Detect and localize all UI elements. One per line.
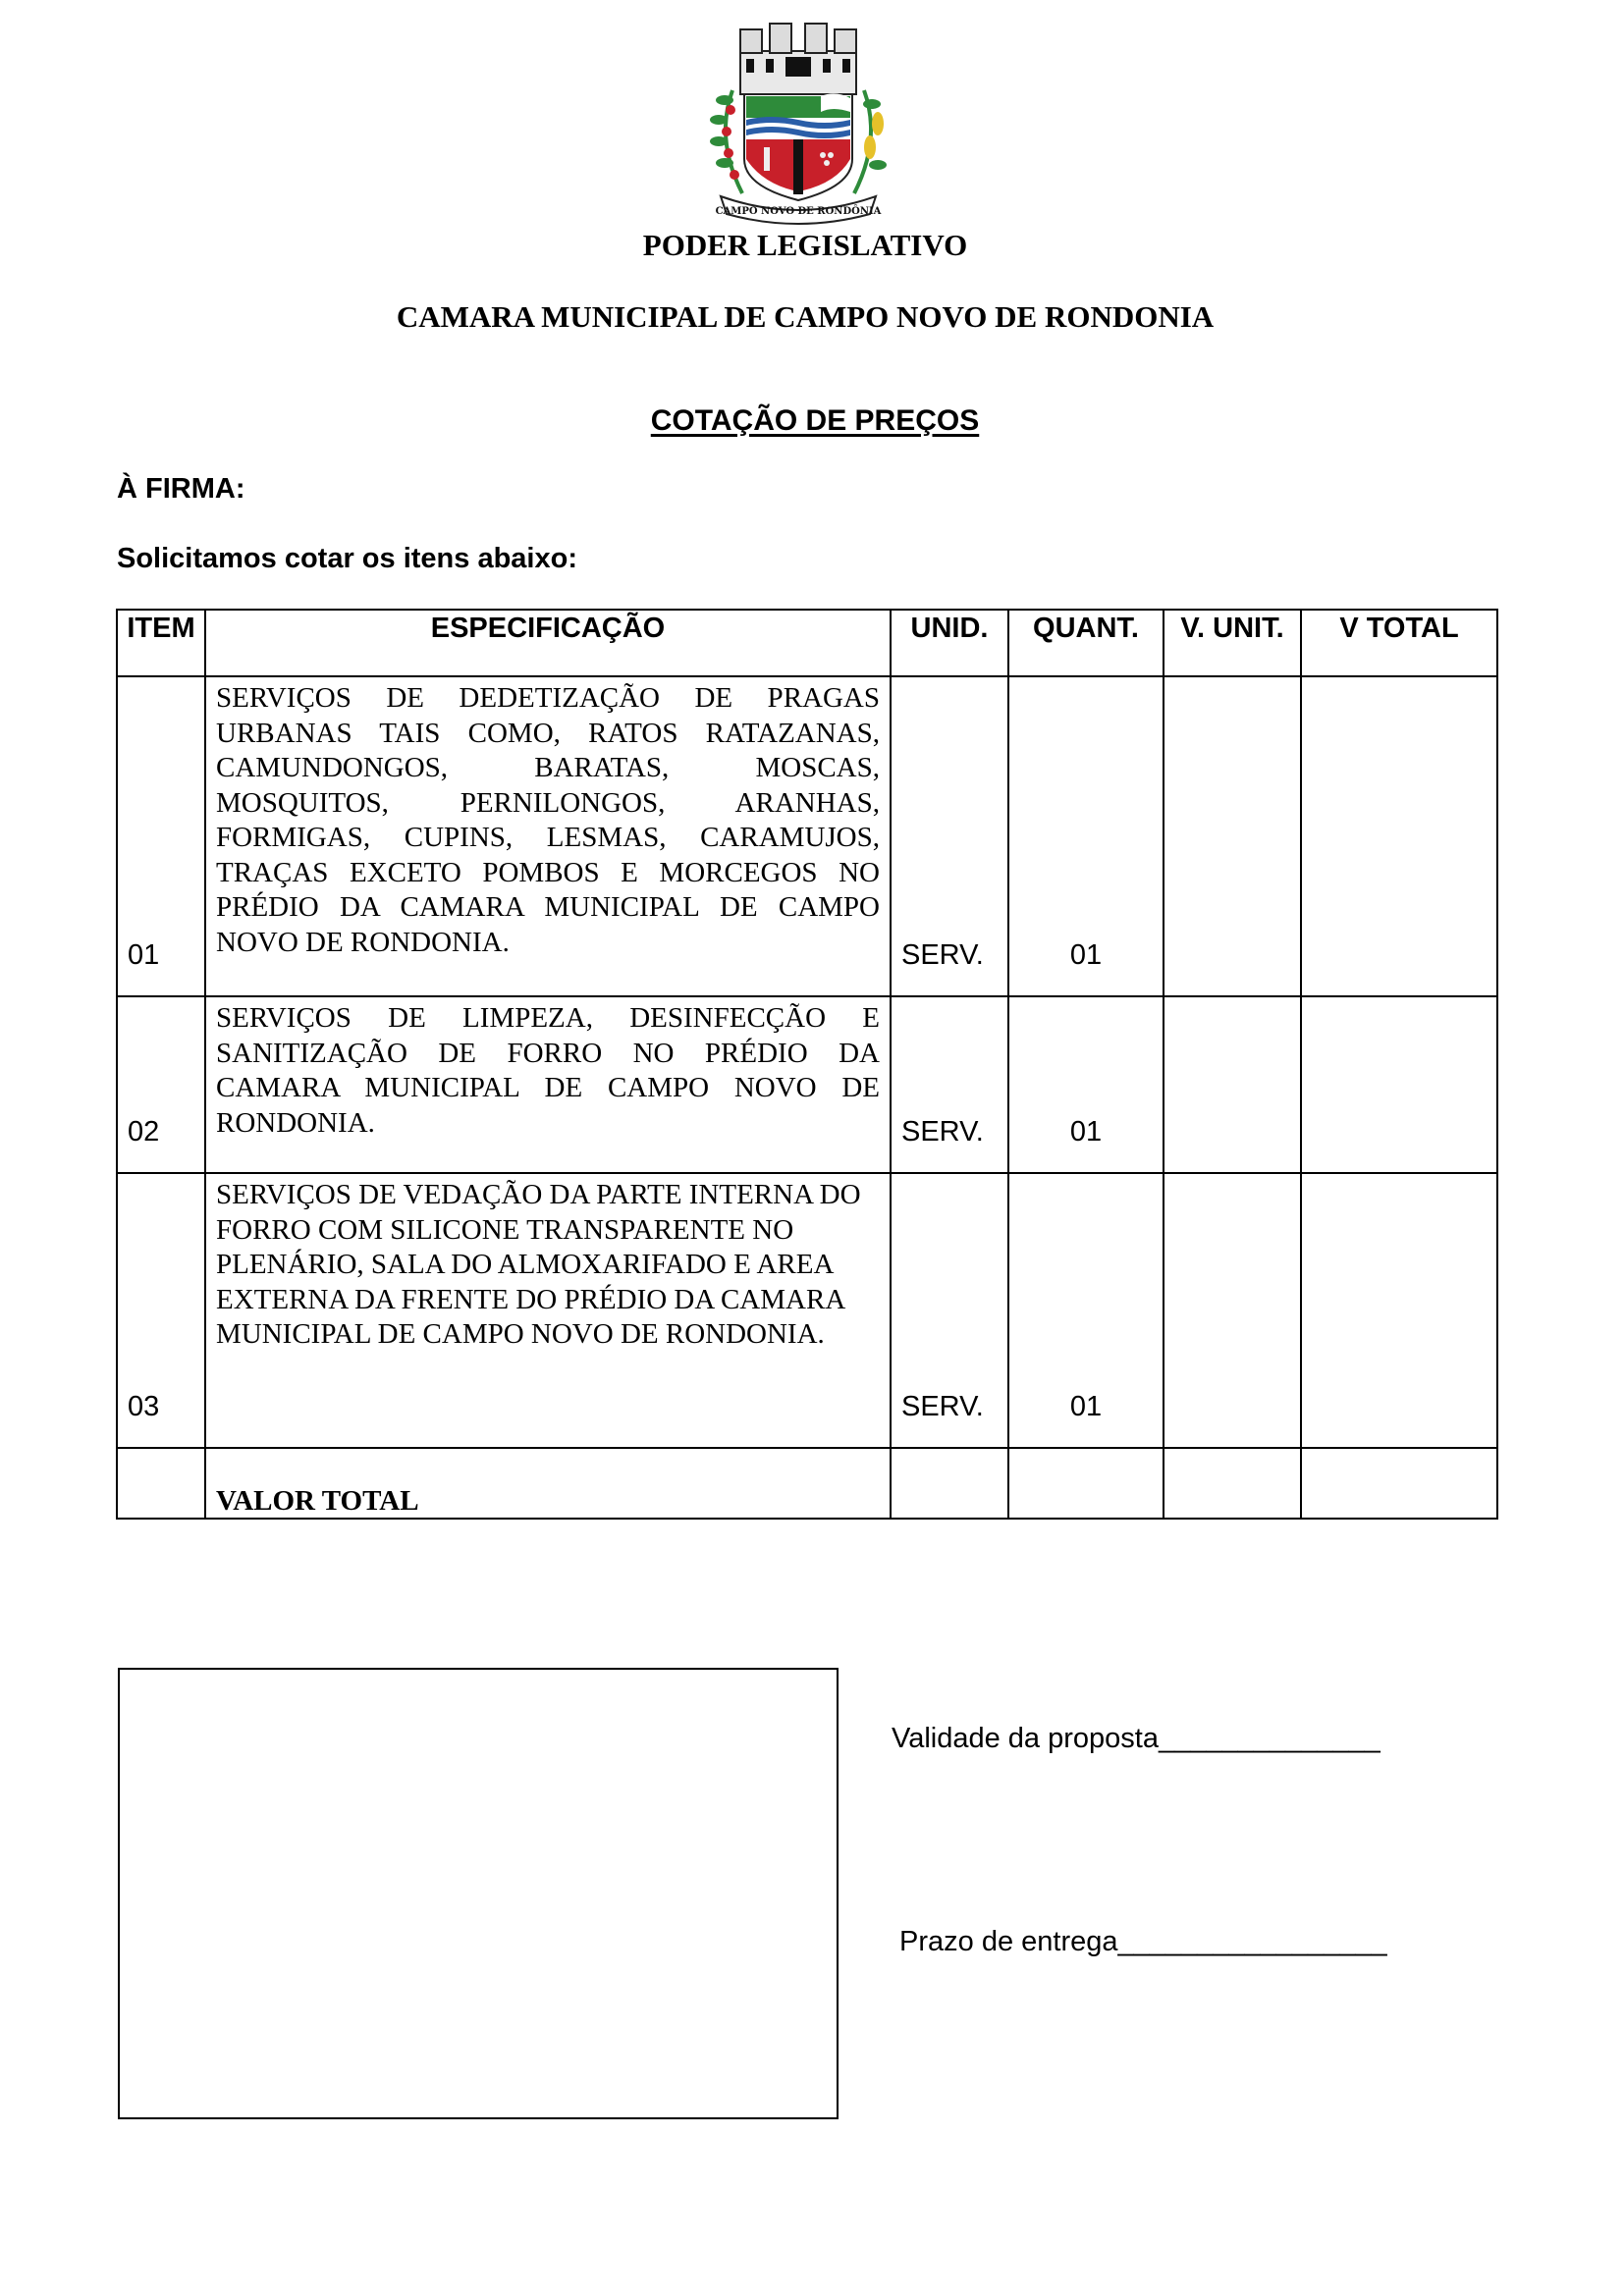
total-value-cell bbox=[1301, 1448, 1497, 1519]
item-specification: SERVIÇOS DE DEDETIZAÇÃO DE PRAGAS URBANAS TAIS COMO, RATOS RATAZANAS, CAMUNDONGOS, BARATAS, MOSCAS, MOSQUITOS, PERNILONGOS, ARANHAS, FORMIGAS, CUPINS, LESMAS, CARAMUJOS, TRAÇAS EXCETO POMBOS E MORCEGOS NO PRÉDIO DA CAMARA MUNICIPAL DE CAMPO NOVO DE RONDONIA. bbox=[205, 676, 891, 996]
quotation-table bbox=[116, 609, 1498, 1520]
item-unit: SERV. bbox=[891, 676, 1008, 996]
proposal-validity-line: Validade da proposta______________ bbox=[892, 1723, 1380, 1754]
item-total-value bbox=[1301, 996, 1497, 1173]
total-item-cell bbox=[117, 1448, 205, 1519]
intro-text: Solicitamos cotar os itens abaixo: bbox=[117, 543, 577, 574]
header-quantity: QUANT. bbox=[1008, 610, 1164, 676]
item-unit: SERV. bbox=[891, 996, 1008, 1173]
item-quantity: 01 bbox=[1008, 676, 1164, 996]
shield bbox=[744, 93, 852, 200]
total-unit-cell bbox=[891, 1448, 1008, 1519]
header-line-2: CAMARA MUNICIPAL DE CAMPO NOVO DE RONDONIA bbox=[396, 299, 1215, 334]
mural-crown bbox=[740, 24, 856, 94]
header-unit: UNID. bbox=[891, 610, 1008, 676]
item-unit-value bbox=[1164, 676, 1301, 996]
document-title: COTAÇÃO DE PREÇOS bbox=[650, 404, 980, 437]
item-specification: SERVIÇOS DE VEDAÇÃO DA PARTE INTERNA DO FORRO COM SILICONE TRANSPARENTE NO PLENÁRIO, SALA DO ALMOXARIFADO E AREA EXTERNA DA FRENTE DO PRÉDIO DA CAMARA MUNICIPAL DE CAMPO NOVO DE RONDONIA. bbox=[205, 1173, 891, 1448]
header-total-value: V TOTAL bbox=[1301, 610, 1497, 676]
item-unit-value bbox=[1164, 1173, 1301, 1448]
table-row bbox=[117, 996, 1497, 1173]
item-quantity: 01 bbox=[1008, 1173, 1164, 1448]
item-unit-value bbox=[1164, 996, 1301, 1173]
table-header-row bbox=[117, 610, 1497, 676]
item-total-value bbox=[1301, 1173, 1497, 1448]
delivery-deadline-line: Prazo de entrega_________________ bbox=[899, 1926, 1387, 1957]
total-quantity-cell bbox=[1008, 1448, 1164, 1519]
item-unit: SERV. bbox=[891, 1173, 1008, 1448]
item-number: 03 bbox=[117, 1173, 205, 1448]
header-specification: ESPECIFICAÇÃO bbox=[205, 610, 891, 676]
header-line-1: PODER LEGISLATIVO bbox=[642, 228, 968, 262]
firma-label: À FIRMA: bbox=[117, 473, 245, 505]
right-branch bbox=[854, 90, 887, 193]
item-quantity: 01 bbox=[1008, 996, 1164, 1173]
left-branch bbox=[710, 90, 742, 193]
header-unit-value: V. UNIT. bbox=[1164, 610, 1301, 676]
header-item: ITEM bbox=[117, 610, 205, 676]
svg-text:CAMPO NOVO DE RONDÔNIA: CAMPO NOVO DE RONDÔNIA bbox=[715, 206, 882, 217]
total-label: VALOR TOTAL bbox=[205, 1448, 891, 1519]
item-total-value bbox=[1301, 676, 1497, 996]
municipal-coat-of-arms-icon bbox=[703, 22, 893, 230]
item-number: 02 bbox=[117, 996, 205, 1173]
table-row bbox=[117, 1173, 1497, 1448]
table-row bbox=[117, 676, 1497, 996]
total-unit-value-cell bbox=[1164, 1448, 1301, 1519]
item-number: 01 bbox=[117, 676, 205, 996]
company-stamp-box bbox=[118, 1668, 839, 2119]
total-row bbox=[117, 1448, 1497, 1519]
item-specification: SERVIÇOS DE LIMPEZA, DESINFECÇÃO E SANITIZAÇÃO DE FORRO NO PRÉDIO DA CAMARA MUNICIPAL DE CAMPO NOVO DE RONDONIA. bbox=[205, 996, 891, 1173]
